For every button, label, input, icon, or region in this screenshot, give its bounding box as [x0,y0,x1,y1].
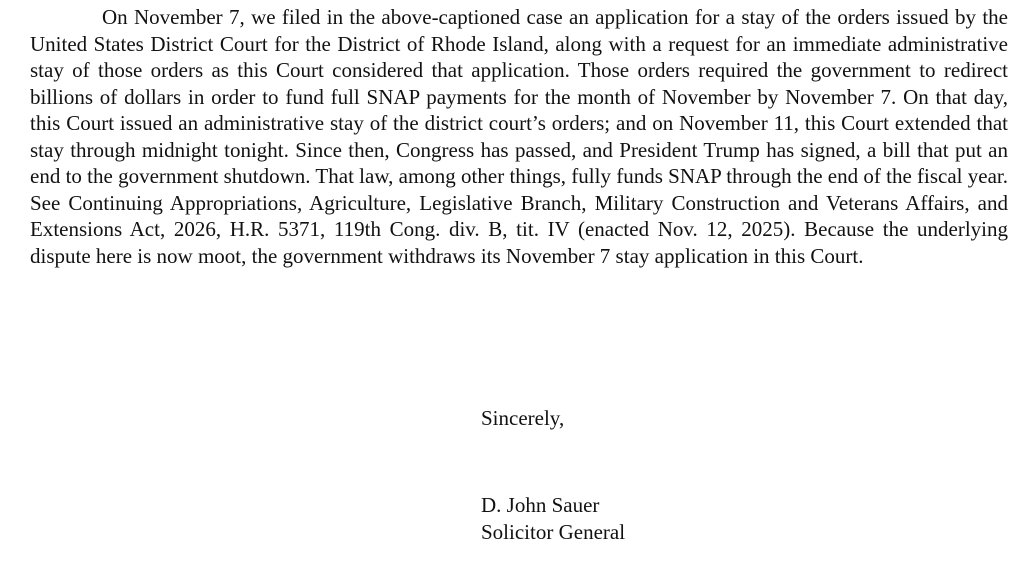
body-paragraph: On November 7, we filed in the above-captioned case an application for a stay of the orders issued by the United States District Court for the District of Rhode Island, along with a request for an immediate administrative stay of those orders as this Court considered that application. Those orders required the government to redirect billions of dollars in order to fund full SNAP payments for the month of November by November 7. On that day, this Court issued an administrative stay of the district court’s orders; and on November 11, this Court extended that stay through midnight tonight. Since then, Congress has passed, and President Trump has signed, a bill that put an end to the government shutdown. That law, among other things, fully funds SNAP through the end of the fiscal year. See Continuing Appropriations, Agriculture, Legislative Branch, Military Construction and Veterans Affairs, and Extensions Act, 2026, H.R. 5371, 119th Cong. div. B, tit. IV (enacted Nov. 12, 2025). Because the underlying dispute here is now moot, the government withdraws its November 7 stay application in this Court. [30,5,1008,268]
signer-title: Solicitor General [481,519,626,544]
closing-salutation: Sincerely, [481,406,565,430]
signer-name: D. John Sauer [481,493,600,517]
signature-block [481,492,625,545]
